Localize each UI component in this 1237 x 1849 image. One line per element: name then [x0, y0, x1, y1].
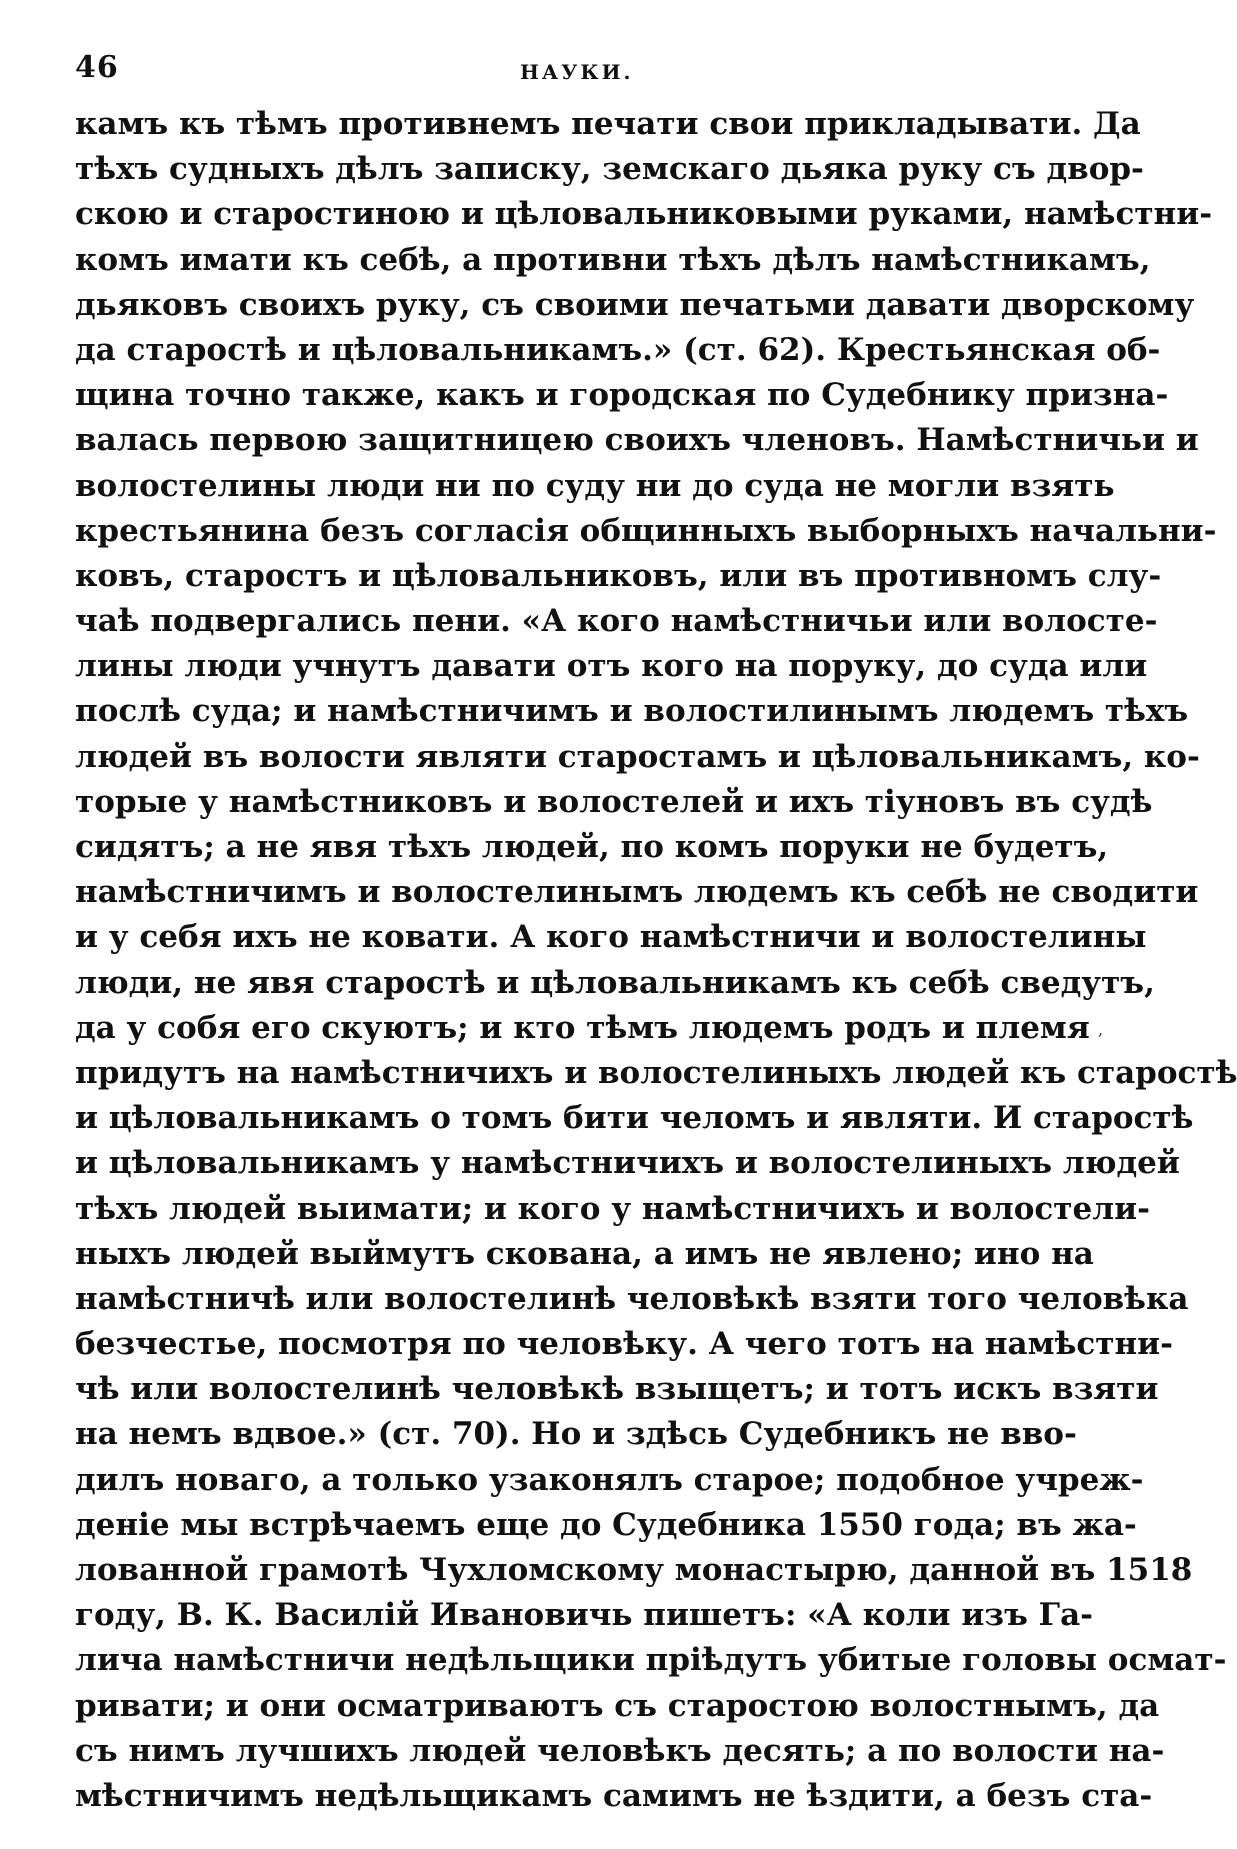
text-line: людей въ волости являти старостамъ и цѣловальникамъ, ко-: [75, 738, 1200, 775]
text-line: щина точно также, какъ и городская по Судебнику призна-: [75, 377, 1169, 414]
text-line: и у себя ихъ не ковати. А кого намѣстничи и волостелины: [75, 919, 1147, 956]
text-line: ковъ, старостъ и цѣловальниковъ, или въ противномъ слу-: [75, 557, 1162, 594]
text-line: крестьянина безъ согласія общинныхъ выборныхъ начальни-: [75, 512, 1217, 549]
text-line: деніе мы встрѣчаемъ еще до Судебника 1550 года; въ жа-: [75, 1506, 1137, 1543]
text-line: намѣстничимъ и волостелинымъ людемъ къ себѣ не сводити: [75, 874, 1199, 911]
text-line: чѣ или волостелинѣ человѣкѣ взыщетъ; и тотъ искъ взяти: [75, 1371, 1159, 1408]
text-line: году, В. К. Василій Ивановичь пишетъ: «А коли изъ Га-: [75, 1597, 1094, 1634]
text-line: лины люди учнутъ давати отъ кого на поруку, до суда или: [75, 648, 1148, 685]
text-line: камъ къ тѣмъ противнемъ печати свои прикладывати. Да: [75, 106, 1141, 142]
body-text: [75, 102, 1237, 1819]
text-line: люди, не явя старостѣ и цѣловальникамъ къ себѣ сведутъ,: [75, 964, 1155, 1001]
text-line: ривати; и они осматриваютъ съ старостою волостнымъ, да: [75, 1687, 1160, 1724]
text-line: валась первою защитницею своихъ членовъ. Намѣстничьи и: [75, 422, 1199, 459]
text-line: лованной грамотѣ Чухломскому монастырю, данной въ 1518: [75, 1552, 1193, 1588]
text-line: безчестье, посмотря по человѣку. А чего тотъ на намѣстни-: [75, 1326, 1174, 1363]
text-line: комъ имати къ себѣ, а противни тѣхъ дѣлъ намѣстникамъ,: [75, 241, 1151, 278]
text-line: да старостѣ и цѣловальникамъ.» (ст. 62). Крестьянская об-: [75, 331, 1161, 368]
text-line: съ нимъ лучшихъ людей человѣкъ десять; а по волости на-: [75, 1732, 1165, 1769]
text-line: торые у намѣстниковъ и волостелей и ихъ тіуновъ въ судѣ: [75, 783, 1153, 820]
text-line: послѣ суда; и намѣстничимъ и волостилинымъ людемъ тѣхъ: [75, 693, 1189, 730]
text-line: дилъ новаго, а только узаконялъ старое; подобное учреж-: [75, 1461, 1144, 1498]
text-line: сидятъ; а не явя тѣхъ людей, по комъ поруки не будетъ,: [75, 829, 1109, 865]
text-line: лича намѣстничи недѣльщики пріѣдутъ убитые головы осмат-: [75, 1642, 1227, 1679]
text-line: чаѣ подвергались пени. «А кого намѣстничьи или волосте-: [75, 603, 1158, 640]
text-line: ныхъ людей выймутъ скована, а имъ не явлено; ино на: [75, 1235, 1094, 1272]
text-line: намѣстничѣ или волостелинѣ человѣкѣ взяти того человѣка: [75, 1280, 1189, 1317]
text-line: и цѣловальникамъ о томъ бити челомъ и являти. И старостѣ: [75, 1100, 1194, 1137]
stray-mark: ,: [1098, 1020, 1104, 1039]
text-line: придутъ на намѣстничихъ и волостелиныхъ людей къ старостѣ: [75, 1054, 1237, 1091]
text-line: волостелины люди ни по суду ни до суда не могли взять: [75, 467, 1115, 504]
text-line: тѣхъ людей выимати; и кого у намѣстничихъ и волостели-: [75, 1190, 1150, 1227]
text-line: тѣхъ судныхъ дѣлъ записку, земскаго дьяка руку съ двор-: [75, 151, 1144, 188]
text-line: мѣстничимъ недѣльщикамъ самимъ не ѣздити, а безъ ста-: [75, 1777, 1153, 1814]
page-number: 46: [75, 50, 119, 85]
text-line: да у собя его скуютъ; и кто тѣмъ людемъ родъ и племя: [75, 1009, 1090, 1046]
text-line: на немъ вдвое.» (ст. 70). Но и здѣсь Судебникъ не вво-: [75, 1416, 1077, 1453]
running-head: НАУКИ.: [520, 60, 634, 84]
text-line: скою и старостиною и цѣловальниковыми руками, намѣстни-: [75, 196, 1213, 233]
text-line: и цѣловальникамъ у намѣстничихъ и волостелиныхъ людей: [75, 1145, 1180, 1182]
text-line: дьяковъ своихъ руку, съ своими печатьми давати дворскому: [75, 286, 1195, 323]
